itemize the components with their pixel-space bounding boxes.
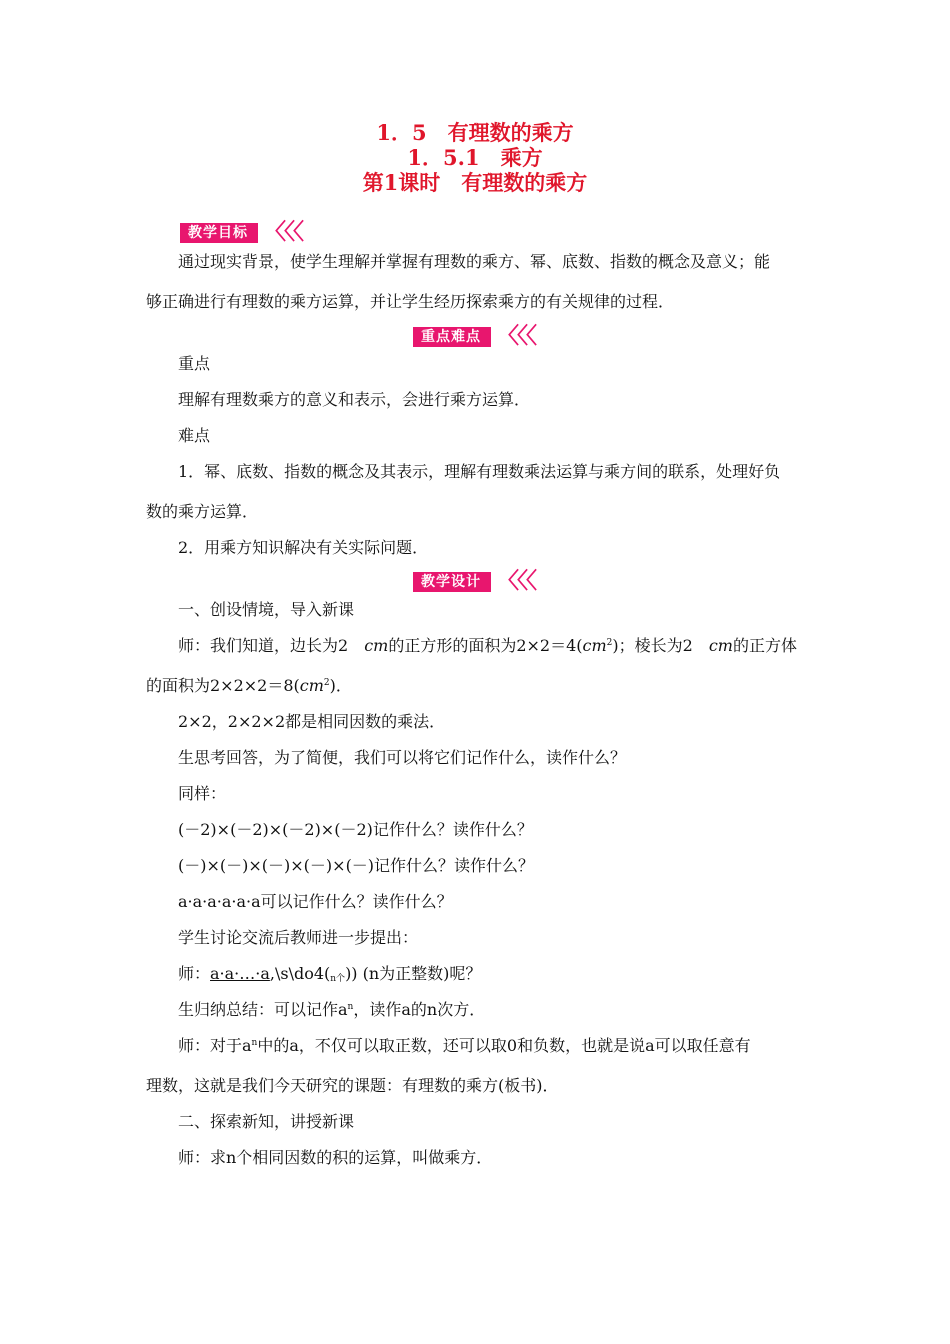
chevrons-icon: 〈〈〈 [497, 324, 536, 349]
tag-objectives-label: 教学目标 [180, 223, 258, 243]
design-line-1: 师：我们知道，边长为2 cm的正方形的面积为$2\times 2=4(cm^2)$；棱长为2 cm的正方体 [178, 636, 797, 655]
lesson-title: 第1课时 有理数的乘方 [362, 170, 588, 195]
section-2-heading: 二、探索新知，讲授新课 [178, 1112, 355, 1131]
tag-keypoints-label: 重点难点 [413, 327, 491, 347]
difficulty-1-line2: 数的乘方运算． [146, 502, 259, 521]
design-line-8: a·a·a·a·a·a可以记作什么？读作什么？ [178, 892, 453, 911]
title-block [0, 120, 950, 195]
design-line-6: (－2)×(－2)×(－2)×(－2)记作什么？读作什么？ [178, 820, 533, 839]
design-line-9: 学生讨论交流后教师进一步提出： [178, 928, 419, 947]
key-label: 重点 [178, 354, 211, 373]
design-line-3: 2×2，2×2×2都是相同因数的乘法． [178, 712, 446, 731]
subsection-title: 1．5.1 乘方 [407, 145, 543, 170]
design-line-11: 生归纳总结：可以记作$a^n$，读作a的n次方． [178, 1000, 486, 1019]
objectives-line1: 通过现实背景，使学生理解并掌握有理数的乘方、幂、底数、指数的概念及意义；能 [178, 252, 771, 271]
section-1-heading: 一、创设情境，导入新课 [178, 600, 355, 619]
design-line-12: 师：对于$a^n$中的a，不仅可以取正数，还可以取0和负数，也就是说a可以取任意有 [178, 1036, 751, 1055]
difficulty-1-line1: 1．幂、底数、指数的概念及其表示，理解有理数乘法运算与乘方间的联系，处理好负 [178, 462, 781, 481]
design-line-10: 师：$a\cdot a\cdot\dots\cdot a,\backslash s\backslash do4(_{n个})$) (n为正整数)呢？ [178, 964, 482, 984]
design-line-14: 师：求n个相同因数的积的运算，叫做乘方． [178, 1148, 493, 1167]
key-text: 理解有理数乘方的意义和表示，会进行乘方运算． [178, 390, 531, 409]
chevrons-icon: 〈〈〈 [497, 569, 536, 594]
tag-design-label: 教学设计 [413, 572, 491, 592]
tag-keypoints [413, 326, 535, 348]
tag-objectives [180, 222, 302, 244]
design-line-5: 同样： [178, 784, 227, 803]
difficulty-label: 难点 [178, 426, 211, 445]
difficulty-2: 2．用乘方知识解决有关实际问题． [178, 538, 429, 557]
design-line-7: (－)×(－)×(－)×(－)×(－)记作什么？读作什么？ [178, 856, 535, 875]
objectives-line2: 够正确进行有理数的乘方运算，并让学生经历探索乘方的有关规律的过程． [146, 292, 675, 311]
design-line-13: 理数，这就是我们今天研究的课题：有理数的乘方(板书)． [146, 1076, 559, 1095]
design-line-4: 生思考回答，为了简便，我们可以将它们记作什么，读作什么？ [178, 748, 627, 767]
section-title: 1．5 有理数的乘方 [376, 120, 574, 145]
chevrons-icon: 〈〈〈 [264, 220, 303, 245]
design-line-2: 的面积为$2\times 2\times 2=8(cm^2)$． [146, 676, 352, 695]
tag-design [413, 571, 535, 593]
